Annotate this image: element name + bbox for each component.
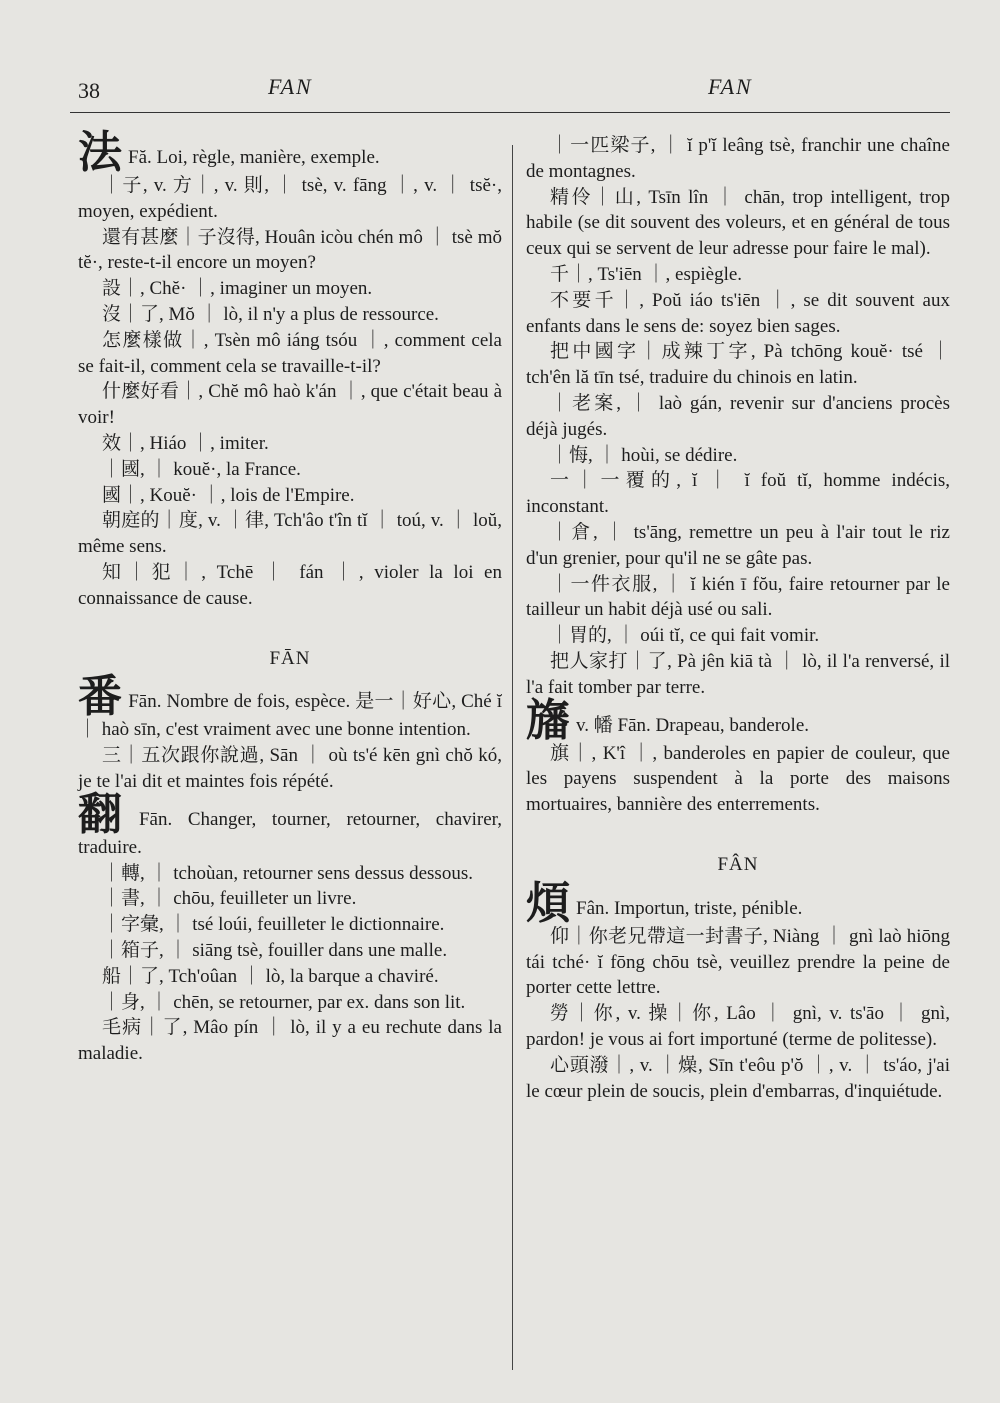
sub-entry xyxy=(526,572,950,624)
sub-entry xyxy=(526,520,950,572)
entry-text: ｜身, ｜ chēn, se retourner, par ex. dans son lit. xyxy=(102,991,466,1013)
sub-entry xyxy=(526,133,950,185)
entry-text: ｜箱子, ｜ siāng tsè, fouiller dans une malle. xyxy=(102,939,448,961)
entry-text: 毛病｜了, Mâo pín ｜ lò, il y a eu rechute dans la maladie. xyxy=(78,1017,502,1065)
entry-text: ｜悔, ｜ hoùi, se dédire. xyxy=(550,444,738,466)
sub-entry xyxy=(526,1053,950,1105)
entry-text: v. 幡 Fān. Drapeau, banderole. xyxy=(576,714,810,736)
entry-text: 還有甚麼｜子沒得, Houân icòu chén mô ｜ tsè mŏ tĕ·, reste-t-il encore un moyen? xyxy=(78,226,502,274)
sub-entry xyxy=(78,861,502,887)
entry-text: 朝庭的｜度, v. ｜律, Tch'âo t'în tĭ ｜ toú, v. ｜ loŭ, même sens. xyxy=(78,510,502,558)
sub-entry xyxy=(526,185,950,262)
sub-entry xyxy=(78,302,502,328)
entry-text: 旗｜, K'î ｜, banderoles en papier de couleur, que les payens suspendent à la porte des maisons mortuaires, bannière des enterrements. xyxy=(526,742,950,816)
entry-text: 精伶｜山, Tsīn lîn ｜ chān, trop intelligent, trop habile (se dit souvent des voleurs, et en général de tous ceux qui se servent de leur adresse pour faire le mal). xyxy=(526,186,950,260)
entry-text: 不要千｜, Poŭ iáo ts'iēn ｜, se dit souvent aux enfants dans le sens de: soyez bien sages. xyxy=(526,289,950,337)
entry-text: 效｜, Hiáo ｜, imiter. xyxy=(102,432,269,454)
header-rule xyxy=(70,112,950,113)
sub-entry xyxy=(78,173,502,225)
page-number: 38 xyxy=(78,78,100,103)
entry-text: 一｜一覆的, ĭ ｜ ĭ foŭ tĭ, homme indécis, inconstant. xyxy=(526,470,950,518)
headword-entry xyxy=(78,671,502,743)
section-title: FÂN xyxy=(717,853,759,875)
sub-entry xyxy=(78,1015,502,1067)
headword-character: 番 xyxy=(78,671,123,723)
entry-text: ｜一件衣服, ｜ ĭ kién ī fŏu, faire retourner par le tailleur un habit déjà usé ou sali. xyxy=(526,573,950,621)
entry-text: ｜字彙, ｜ tsé loúi, feuilleter le dictionnaire. xyxy=(102,914,445,936)
headword-character: 煩 xyxy=(526,877,570,929)
sub-entry xyxy=(78,938,502,964)
entry-text: 知｜犯｜, Tchē ｜ fán ｜, violer la loi en connaissance de cause. xyxy=(78,561,502,609)
entry-text: ｜轉, ｜ tchoùan, retourner sens dessus dessous. xyxy=(102,862,473,884)
sub-entry xyxy=(78,912,502,938)
sub-entry xyxy=(78,379,502,431)
sub-entry xyxy=(78,276,502,302)
sub-entry xyxy=(78,225,502,277)
entry-text: ｜子, v. 方｜, v. 則, ｜ tsè, v. fāng ｜, v. ｜ tsĕ·, moyen, expédient. xyxy=(78,175,502,222)
entry-text: Fān. Changer, tourner, retourner, chavirer, traduire. xyxy=(78,808,502,858)
running-head-right: FAN xyxy=(708,74,753,99)
sub-entry xyxy=(78,508,502,560)
section-title: FĀN xyxy=(269,647,311,669)
entry-text: 怎麼樣做｜, Tsèn mô iáng tsóu ｜, comment cela se fait-il, comment cela se travaille-t-il? xyxy=(78,329,502,377)
entry-text: Fă. Loi, règle, manière, exemple. xyxy=(128,147,380,168)
sub-entry xyxy=(526,924,950,1001)
entry-text: 把中國字｜成辣丁字, Pà tchōng kouĕ· tsé ｜ tch'ên lă tīn tsé, traduire du chinois en latin. xyxy=(526,341,950,389)
column-divider xyxy=(512,145,513,1370)
headword-entry xyxy=(526,694,950,746)
entry-text: ｜老案, ｜ laò gán, revenir sur d'anciens procès déjà jugés. xyxy=(526,392,950,440)
entry-text: 把人家打｜了, Pà jên kiā tà ｜ lò, il l'a renversé, il l'a fait tomber par terre. xyxy=(526,650,950,698)
sub-entry xyxy=(526,391,950,443)
sub-entry xyxy=(526,443,950,469)
left-column xyxy=(78,127,502,1067)
running-head-left: FAN xyxy=(268,74,313,99)
entry-text: 國｜, Kouĕ· ｜, lois de l'Empire. xyxy=(102,484,355,506)
entry-text: ｜書, ｜ chōu, feuilleter un livre. xyxy=(102,888,357,910)
sub-entry xyxy=(78,964,502,990)
headword-character: 旛 xyxy=(526,694,570,746)
sub-entry xyxy=(526,649,950,701)
entry-text: ｜倉, ｜ ts'āng, remettre un peu à l'air tout le riz d'un grenier, pour qu'il ne se gâte pas. xyxy=(526,521,950,569)
entry-text: Fân. Importun, triste, pénible. xyxy=(576,897,803,919)
headword-character: 法 xyxy=(78,127,122,178)
headword-entry xyxy=(78,788,502,861)
entry-text: 仰｜你老兄帶這一封書子, Niàng ｜ gnì laò hiōng tái tché· ĭ fōng chōu tsè, veuillez prendre la peine de porter cette lettre. xyxy=(526,925,950,999)
sub-entry xyxy=(526,339,950,391)
entry-text: ｜一匹梁子, ｜ ĭ p'ĭ leâng tsè, franchir une chaîne de montagnes. xyxy=(526,135,950,182)
sub-entry xyxy=(78,483,502,509)
sub-entry xyxy=(78,886,502,912)
sub-entry xyxy=(78,457,502,483)
entry-text: Fān. Nombre de fois, espèce. 是一｜好心, Ché ĭ ｜ haò sīn, c'est vraiment avec une bonne intention. xyxy=(78,691,502,741)
entry-text: 勞｜你, v. 操｜你, Lâo ｜ gnì, v. ts'āo ｜ gnì, pardon! je vous ai fort importuné (terme de politesse). xyxy=(526,1003,950,1050)
entry-text: 什麼好看｜, Chĕ mô haò k'án ｜, que c'était beau à voir! xyxy=(78,381,502,429)
sub-entry xyxy=(526,262,950,288)
sub-entry xyxy=(78,328,502,380)
sub-entry xyxy=(526,468,950,520)
sub-entry xyxy=(526,623,950,649)
sub-entry xyxy=(78,743,502,795)
sub-entry xyxy=(526,1001,950,1053)
sub-entry xyxy=(526,288,950,340)
entry-text: 三｜五次跟你說過, Sān ｜ où ts'é kēn gnì chŏ kó, je te l'ai dit et maintes fois répété. xyxy=(78,745,502,792)
entry-text: ｜胃的, ｜ oúi tĭ, ce qui fait vomir. xyxy=(550,625,820,647)
entry-text: 船｜了, Tch'oûan ｜ lò, la barque a chaviré. xyxy=(102,965,439,987)
headword-entry xyxy=(526,877,950,929)
sub-entry xyxy=(78,990,502,1016)
sub-entry xyxy=(78,560,502,612)
sub-entry xyxy=(78,431,502,457)
headword-entry xyxy=(78,127,502,178)
entry-text: 沒｜了, Mŏ ｜ lò, il n'y a plus de ressource. xyxy=(102,303,439,325)
entry-text: ｜國, ｜ kouĕ·, la France. xyxy=(102,458,301,480)
entry-text: 千｜, Ts'iēn ｜, espiègle. xyxy=(550,263,743,285)
entry-text: 設｜, Chĕ· ｜, imaginer un moyen. xyxy=(102,278,373,300)
right-column xyxy=(526,133,950,1104)
headword-character: 翻 xyxy=(78,788,133,840)
entry-text: 心頭潑｜, v. ｜燥, Sīn t'eôu p'ŏ ｜, v. ｜ ts'áo, j'ai le cœur plein de soucis, plein d'embarras, d'inquiétude. xyxy=(526,1054,950,1102)
sub-entry xyxy=(526,741,950,818)
